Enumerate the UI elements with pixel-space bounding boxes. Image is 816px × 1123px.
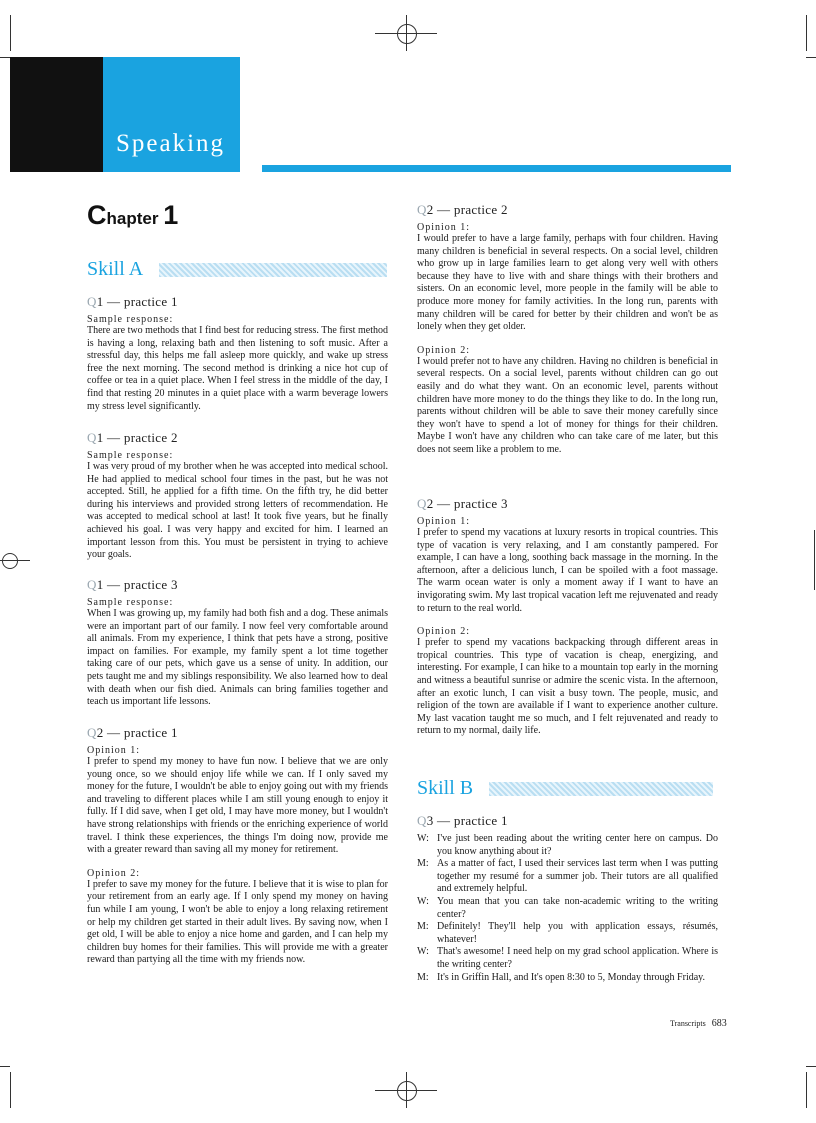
skill-a-title: Skill A: [87, 258, 144, 280]
crop-mark: [0, 57, 10, 58]
question-heading: Q1 — practice 3: [87, 577, 178, 592]
dialogue-line: M: It's in Griffin Hall, and It's open 8:30 to 5, Monday through Friday.: [417, 971, 706, 983]
chapter-number: 1: [163, 200, 179, 230]
response-text: There are two methods that I find best for reducing stress. The first method is having a long, relaxing bath and then listening to soft music. After a stressful day, this helps me fall asleep more quickly, and wake up stress free the next morning. The second method is drinking a nice hot cup of coffee or tea in a quiet place. When I feel stress in the middle of the day, I find that resting 20 minutes in a quiet place with a warm beverage lowers my stress level significantly.: [87, 325, 388, 412]
question-heading: Q1 — practice 2: [87, 430, 178, 445]
registration-mark-top: [397, 24, 417, 44]
section-title: Speaking: [116, 130, 226, 157]
question-heading: Q2 — practice 2: [417, 202, 508, 217]
crop-mark: [0, 1066, 10, 1067]
header-black-block: [10, 57, 103, 172]
crop-mark: [806, 15, 807, 51]
q3-practice-1: [417, 813, 718, 984]
q2-practice-3: [417, 496, 718, 738]
response-label: Sample response:: [87, 314, 174, 325]
crop-mark: [10, 15, 11, 51]
dialogue-line: W: That's awesome! I need help on my grad school application. Where is the writing center?: [417, 946, 718, 970]
page-number: 683: [711, 1018, 727, 1029]
opinion-2-label: Opinion 2:: [87, 867, 141, 879]
q1-practice-1: [87, 294, 388, 413]
footer-label: Transcripts: [670, 1019, 706, 1028]
response-text: I was very proud of my brother when he was accepted into medical school. He had applied to medical school four times in the past, but he was not accepted. Still, he applied for a fifth time. On the fifth try, he did better during his interviews and provided strong letters of recommendation. He was accepted to medical school at last! It took five years, but he finally achieved his goal. I was very happy and excited for him. I learned an important lesson from this. You must be persistent in trying to achieve your goals.: [87, 461, 388, 561]
crop-mark: [814, 530, 815, 590]
skill-a-heading: [87, 258, 388, 281]
chapter-initial: C: [87, 200, 107, 230]
header-rule: [262, 165, 731, 172]
skill-b-heading: [417, 777, 718, 800]
skill-b-hatch-bar: [489, 782, 713, 796]
chapter-heading: [87, 200, 178, 231]
skill-a-hatch-bar: [159, 263, 387, 277]
opinion-2-label: Opinion 2:: [417, 626, 471, 638]
skill-b-title: Skill B: [417, 777, 474, 799]
q1-practice-3: [87, 577, 388, 709]
crop-mark: [806, 1066, 816, 1067]
opinion-1-text: I prefer to spend my money to have fun now. I believe that we are only young once, so we should enjoy life while we can. If I only saved my money for the future, I wouldn't be able to enjoy going out with my friends and traveling to different places while I am still young enough to enjoy it fully. If I did save, when I get old, I may have more money, but I wouldn't have strong relationships with friends or the enriching experience of world travel. I think these experiences, the things I'm doing now, provide me with a greater reward than saving all my money for retirement.: [87, 756, 388, 856]
chapter-word: hapter: [106, 209, 159, 228]
opinion-2-label: Opinion 2:: [417, 344, 471, 356]
opinion-1-label: Opinion 1:: [87, 745, 141, 756]
page-footer: [670, 1018, 727, 1029]
question-heading: Q2 — practice 1: [87, 725, 178, 740]
q2-practice-1: [87, 725, 388, 967]
q1-practice-2: [87, 430, 388, 562]
opinion-1-label: Opinion 1:: [417, 222, 471, 233]
opinion-1-text: I prefer to spend my vacations at luxury resorts in tropical countries. This type of vacation is very relaxing, and I am constantly pampered. For example, I can have a long, soothing back massage in the morning. In the afternoon, after a delicious lunch, I can be spoiled with a foot massage. The warm ocean water is only a moment away if I want to have an invigorating swim. My last tropical vacation left me rejuvenated and ready to return to the real world.: [417, 527, 718, 614]
question-heading: Q3 — practice 1: [417, 813, 508, 828]
crop-mark: [406, 15, 407, 51]
response-label: Sample response:: [87, 597, 174, 608]
crop-mark: [10, 1072, 11, 1108]
opinion-2-text: I prefer to save my money for the future. I believe that it is wise to plan for your retirement from an early age. If I only spend my money on having fun while I am young, I won't be able to enjoy a long relaxing retirement or help my children get started in their adult lives. By saving now, when I get old, I will be able to enjoy a nice home and garden, and I can help my children buy homes for their families. This will provide me with a greater reward than partying all the time with my friends now.: [87, 878, 388, 966]
crop-mark: [806, 1072, 807, 1108]
opinion-1-label: Opinion 1:: [417, 516, 471, 527]
opinion-2-text: I would prefer not to have any children. Having no children is beneficial in several respects. On a social level, parents without children can go out easily and do what they want. On an economic level, parents without children have more money to do the things they like to do. In the long run, parents without children will be able to save their money carefully since they won't have to spend a lot of money for things for their children. Maybe I won't have any children who can take care of me later, but this does not seem like a problem to me.: [417, 355, 718, 455]
opinion-1-text: I would prefer to have a large family, perhaps with four children. Having many children is beneficial in several respects. On a social level, children who grow up in large families learn to get along very well with others because they have to live with and share things with their brothers and sisters. On an economic level, more people in the family will be able to produce more money for family activities. In the long run, parents with many children will be cared for better by their children and won't be as lonely when they get older.: [417, 233, 718, 333]
question-heading: Q1 — practice 1: [87, 294, 178, 309]
crop-mark: [0, 560, 30, 561]
crop-mark: [406, 1072, 407, 1108]
dialogue: [417, 833, 718, 984]
dialogue-line: W: You mean that you can take non-academic writing to the writing center?: [417, 895, 718, 920]
opinion-2-text: I prefer to spend my vacations backpacking through different areas in tropical countries. This type of vacation is cheap, energizing, and interesting. For example, I can hike to a mountain top early in the morning and witness a beautiful sunrise or admire the scenic vista. In the afternoon, after an exotic lunch, I can visit a busy town. The people, music, and religion of the town are available if I want to experience another culture. My last vacation taught me so much, and I felt rejuvenated and ready to return to my normal, daily life.: [417, 637, 718, 737]
crop-mark: [806, 57, 816, 58]
q2-practice-2: [417, 202, 718, 457]
response-label: Sample response:: [87, 450, 174, 461]
registration-mark-left: [2, 553, 18, 569]
question-heading: Q2 — practice 3: [417, 496, 508, 511]
registration-mark-bottom: [397, 1081, 417, 1101]
dialogue-line: M: As a matter of fact, I used their services last term when I was putting together my resumé for a summer job. Their tutors are all qualified and extremely helpful.: [417, 858, 718, 895]
response-text: When I was growing up, my family had both fish and a dog. These animals were an important part of our family. I now feel very comfortable around all animals. From my experience, I think that pets have a strong, positive impact on families. For example, my family spent a lot time together taking care of our pets, which gave us a sense of unity. In addition, our pets taught me and my siblings responsibility. We also learned how to deal with death when our fish died. Animals can bring families together and teach us important life lessons.: [87, 608, 388, 708]
dialogue-line: W: I've just been reading about the writing center here on campus. Do you know anything about it?: [417, 833, 718, 857]
dialogue-line: M: Definitely! They'll help you with application essays, résumés, whatever!: [417, 921, 718, 945]
